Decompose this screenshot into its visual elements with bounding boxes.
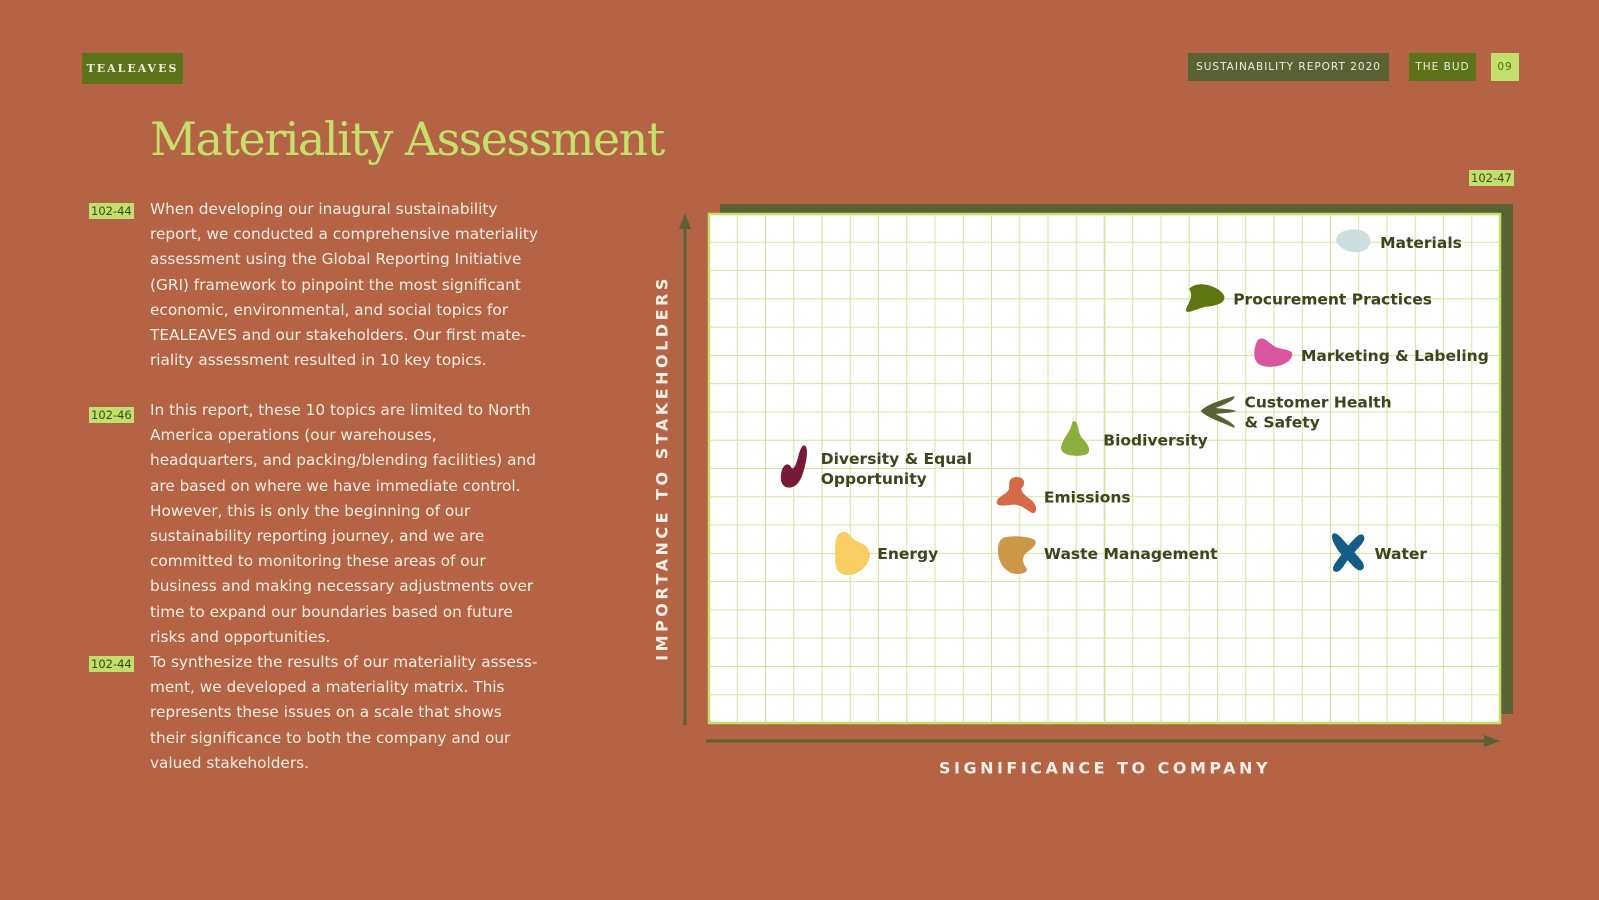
point-label: & Safety <box>1244 413 1320 432</box>
y-axis-label: IMPORTANCE TO STAKEHOLDERS <box>652 275 672 661</box>
gri-badge-3: 102-44 <box>91 657 132 671</box>
point-label: Energy <box>877 544 939 563</box>
y-axis-arrow-icon <box>679 213 691 229</box>
gri-badge-2: 102-46 <box>91 408 132 422</box>
gri-badge-1: 102-44 <box>91 204 132 218</box>
point-label: Procurement Practices <box>1233 290 1433 309</box>
paragraph-2: In this report, these 10 topics are limited to North America operations (our warehouses, headquarters, and packing/blending facilities) and are based on where we have immediate control. However, this is only the beginning of our sustainability reporting journey, and we are committed to monitoring these areas of our business and making necessary adjustments over time to expand our boundaries based on future risks and opportunities. <box>150 401 536 646</box>
paragraph-1: When developing our inaugural sustainability report, we conducted a comprehensive materiality assessment using the Global Reporting Initiative (GRI) framework to pinpoint the most significant economic, environmental, and social topics for TEALEAVES and our stakeholders. Our first materiality assessment resulted in 10 key topics. <box>150 200 538 370</box>
point-label: Waste Management <box>1043 544 1218 563</box>
point-label: Opportunity <box>820 470 927 488</box>
x-axis-label: SIGNIFICANCE TO COMPANY <box>938 758 1272 778</box>
point-label: Emissions <box>1043 488 1131 507</box>
page-title: Materiality Assessment <box>150 112 664 166</box>
page-number: 09 <box>1491 53 1519 81</box>
point-label: Diversity & Equal <box>820 450 973 468</box>
point-label: Materials <box>1380 233 1462 252</box>
point-materials <box>1336 229 1462 252</box>
point-label: Customer Health <box>1244 393 1392 412</box>
point-label: Water <box>1374 544 1428 563</box>
x-axis-arrow-icon <box>1484 735 1500 747</box>
point-label: Marketing & Labeling <box>1301 346 1489 365</box>
paragraph-3: To synthesize the results of our materiality assessment, we developed a materiality matrix. This represents these issues on a scale that shows their significance to both the company and our valued stakeholders. <box>150 653 538 772</box>
section-tag: THE BUD <box>1409 53 1476 81</box>
brand-logo: TEALEAVES <box>82 53 183 84</box>
report-tag: SUSTAINABILITY REPORT 2020 <box>1188 53 1389 81</box>
chart-gri-badge: 102-47 <box>1471 171 1512 185</box>
point-label: Biodiversity <box>1103 431 1208 450</box>
